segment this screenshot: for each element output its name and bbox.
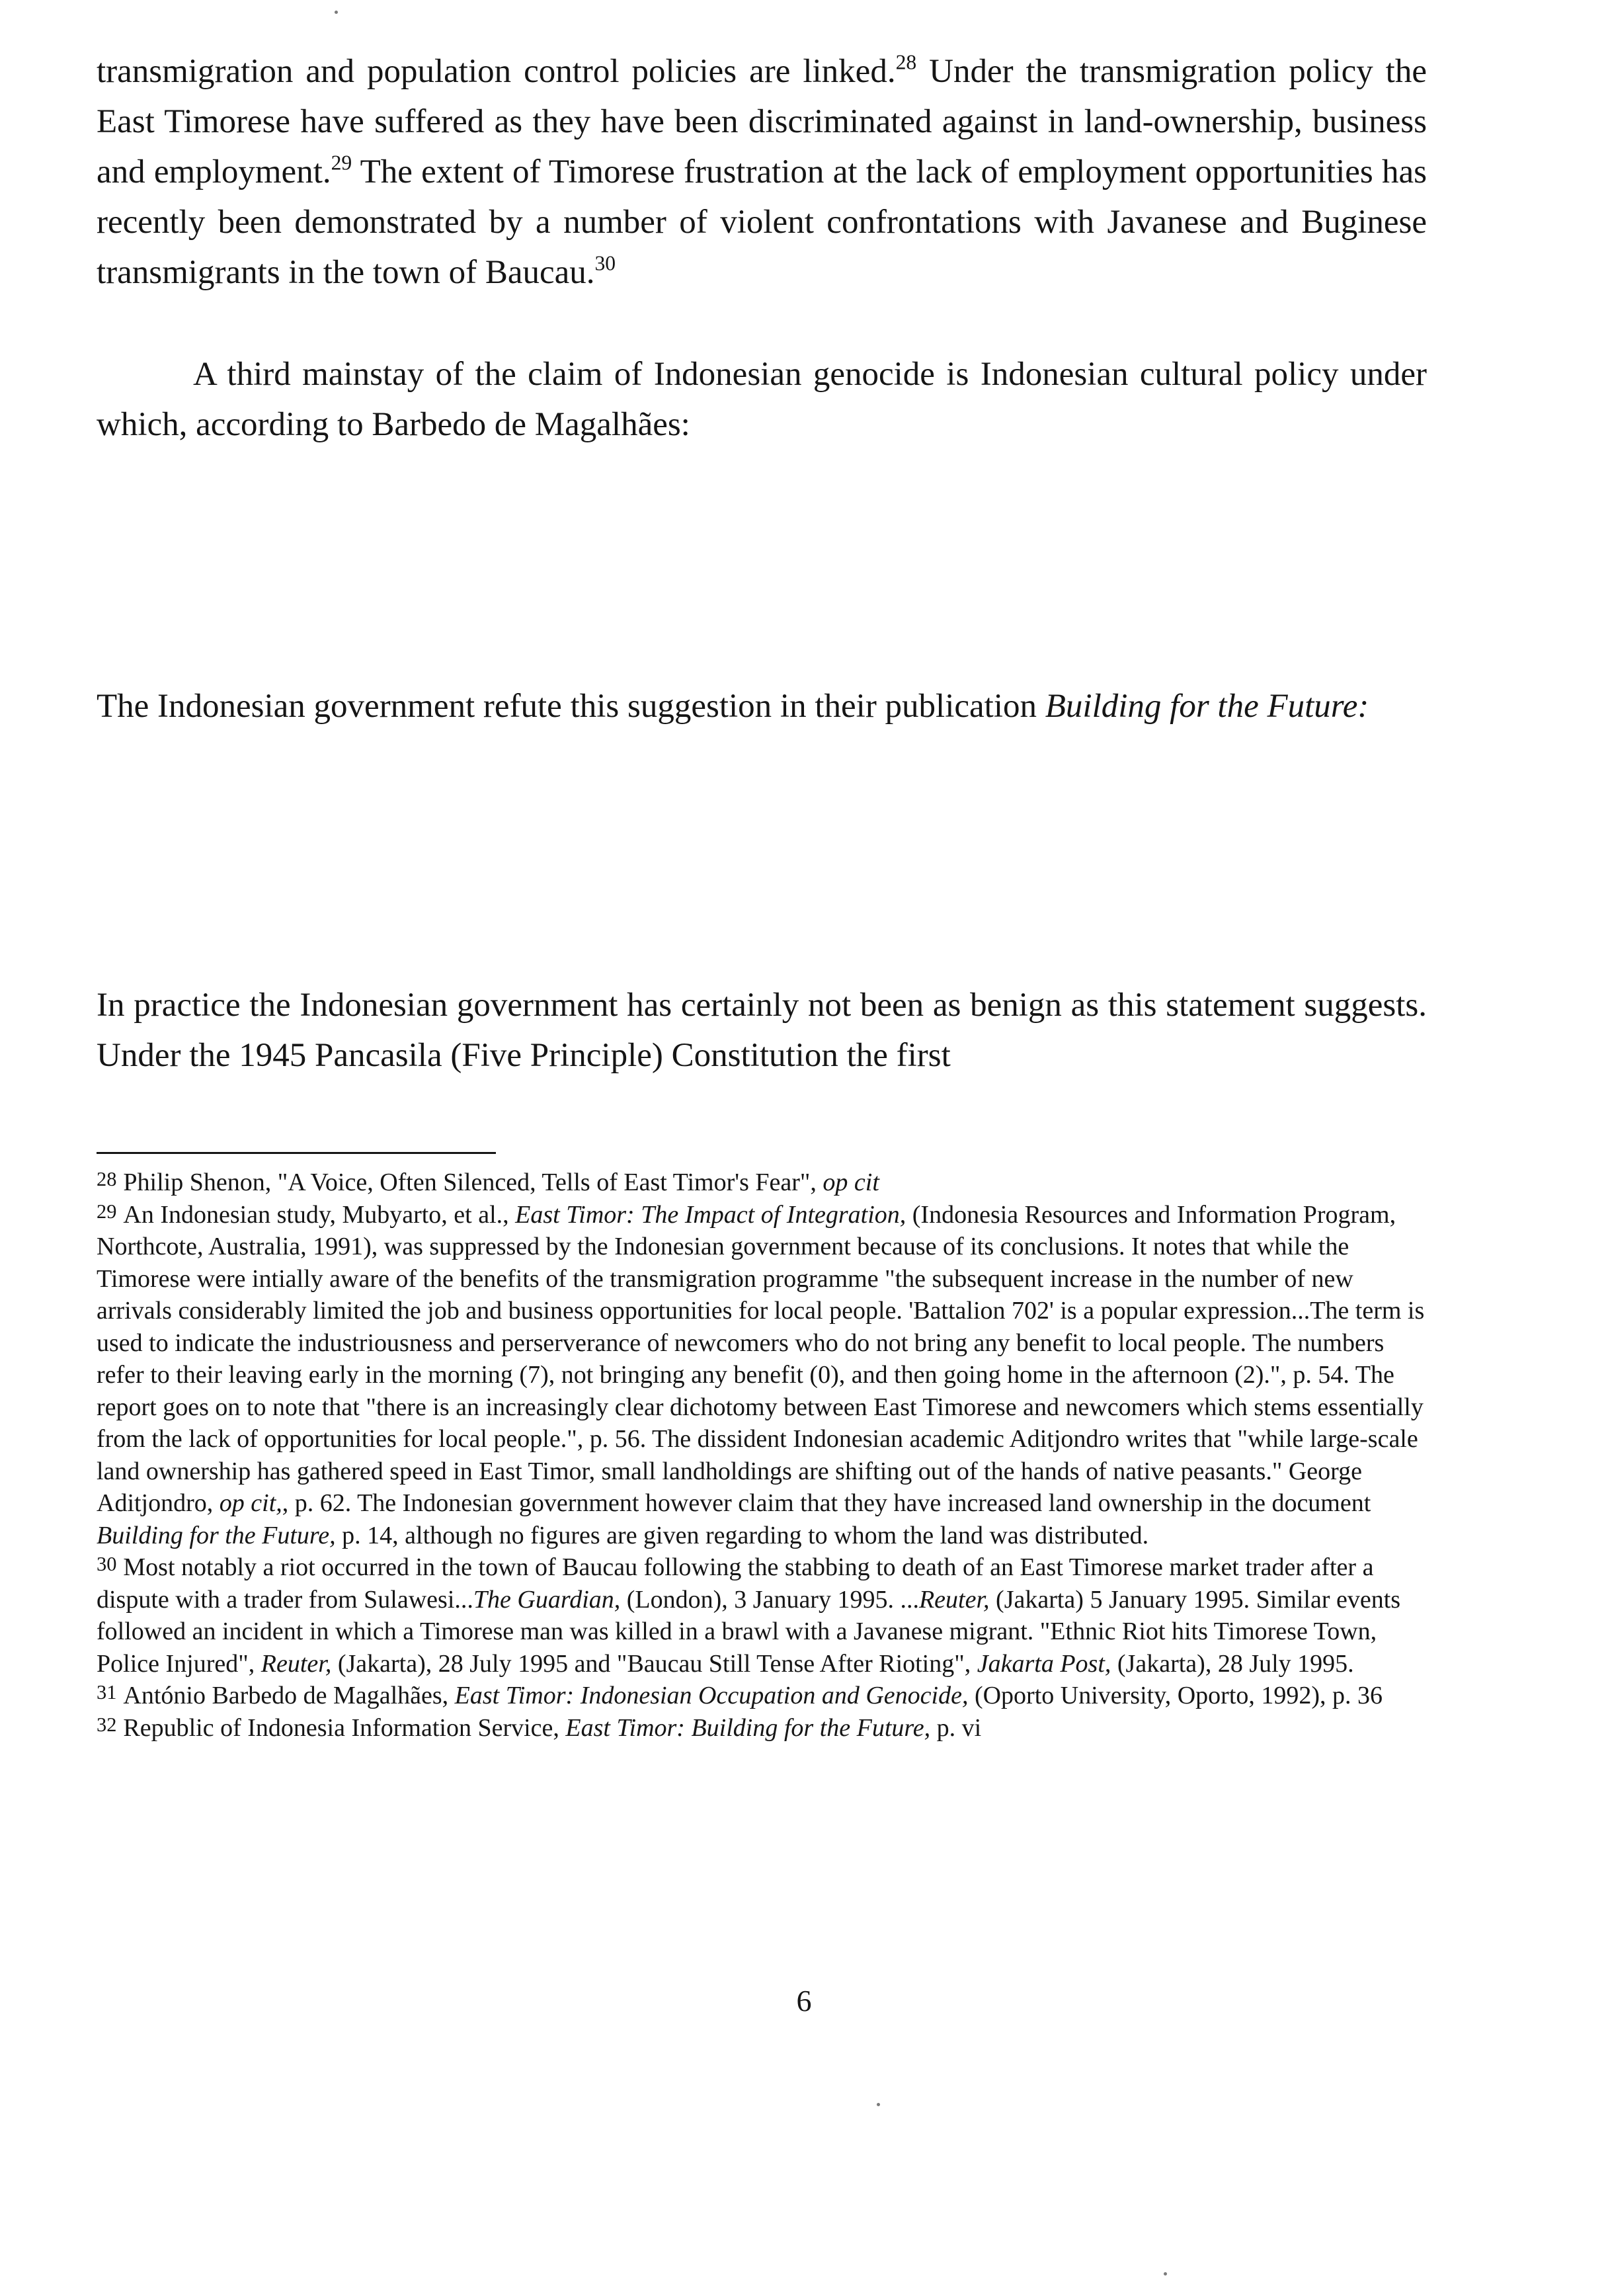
footnote-text: Republic of Indonesia Information Service, (123, 1713, 566, 1742)
footnote-number: 28 (97, 1168, 117, 1191)
scan-speck (1164, 2272, 1167, 2276)
footnote-text: (Jakarta) 5 January 1995. Similar events followed an incident in which a Timorese man was killed in a brawl with a Javanese migrant. "Ethnic Riot hits Timorese Town, Police Injured", (97, 1585, 1401, 1678)
footnote-text: (London), 3 January 1995. ... (620, 1585, 919, 1614)
footnote-28 (97, 1167, 1429, 1199)
footnote-number: 29 (97, 1200, 117, 1223)
scan-speck (877, 2103, 880, 2106)
page-number: 6 (796, 1984, 812, 2018)
body-text: The Indonesian government refute this suggestion in their publication (97, 688, 1045, 725)
body-paragraph-4: In practice the Indonesian government has certainly not been as benign as this statement suggests. Under the 1945 Pancasila (Five Principle) Constitution the first (97, 987, 1427, 1074)
footnote-number: 30 (97, 1553, 117, 1576)
body-text: The extent of Timorese frustration at the lack of employment opportunities has recently been demonstrated by a number of violent confrontations with Javanese and Buginese transmigrants in the town of Baucau. (97, 153, 1427, 291)
footnote-text: (Oporto University, Oporto, 1992), p. 36 (968, 1682, 1383, 1709)
footnote-italic-text: Jakarta Post, (977, 1649, 1111, 1678)
footnote-italic-text: Building for the Future, (97, 1521, 336, 1549)
footnote-text: António Barbedo de Magalhães, (123, 1682, 455, 1709)
footnote-30 (97, 1551, 1429, 1680)
footnote-text: An Indonesian study, Mubyarto, et al., (123, 1200, 516, 1229)
footnote-italic-text: op cit (823, 1168, 879, 1196)
footnote-divider (97, 1152, 496, 1154)
footnote-text: p. vi (930, 1713, 982, 1742)
footnote-text: (Jakarta), 28 July 1995. (1111, 1649, 1354, 1678)
footnote-ref-29[interactable]: 29 (331, 151, 352, 175)
footnote-text: Philip Shenon, "A Voice, Often Silenced, Tells of East Timor's Fear", (123, 1168, 823, 1196)
footnote-32 (97, 1712, 1429, 1744)
publication-title: Building for the Future: (1045, 688, 1369, 725)
body-paragraph-3 (97, 681, 1427, 731)
body-text: Under the transmigration policy the East Timorese have suffered as they have been discriminated against in land-ownership, business and employment. (97, 53, 1427, 190)
footnote-italic-text: Reuter, (918, 1585, 990, 1614)
body-paragraph-1 (97, 46, 1427, 298)
footnote-italic-text: op cit, (219, 1489, 282, 1517)
footnote-number: 31 (97, 1681, 117, 1704)
footnote-ref-28[interactable]: 28 (895, 50, 917, 74)
footnote-number: 32 (97, 1713, 117, 1736)
footnote-text: , p. 62. The Indonesian government however claim that they have increased land ownership in the document (282, 1489, 1371, 1517)
footnote-text: (Jakarta), 28 July 1995 and "Baucau Still Tense After Rioting", (331, 1649, 977, 1678)
footnote-italic-text: East Timor: Building for the Future, (565, 1713, 931, 1742)
body-paragraph-2: A third mainstay of the claim of Indonesian genocide is Indonesian cultural policy under which, according to Barbedo de Magalhães: (97, 356, 1427, 443)
footnote-italic-text: East Timor: Indonesian Occupation and Genocide, (454, 1682, 969, 1709)
footnote-italic-text: Reuter, (261, 1649, 332, 1678)
footnote-italic-text: The Guardian, (473, 1585, 621, 1614)
footnote-text: (Indonesia Resources and Information Program, Northcote, Australia, 1991), was suppressed by the Indonesian government because of its conclusions. It notes that while the Timorese were intially aware of the benefits of the transmigration programme "the subsequent increase in the number of new arrivals considerably limited the job and business opportunities for local people. 'Battalion 702' is a popular expression...The term is used to indicate the industriousness and perserverance of newcomers who do not bring any benefit to local people. The numbers refer to their leaving early in the morning (7), not bringing any benefit (0), and then going home in the afternoon (2).", p. 54. The report goes on to note that "there is an increasingly clear dichotomy between East Timorese and newcomers which stems essentially from the lack of opportunities for local people.", p. 56. The dissident Indonesian academic Aditjondro writes that "while large-scale land ownership has gathered speed in East Timor, small landholdings are shifting out of the hands of native peasants." George Aditjondro, (97, 1200, 1425, 1517)
footnote-italic-text: East Timor: The Impact of Integration, (515, 1200, 906, 1229)
footnotes-list (97, 1167, 1429, 1744)
body-text: transmigration and population control policies are linked. (97, 53, 896, 90)
footnote-ref-30[interactable]: 30 (594, 251, 616, 275)
footnote-text: p. 14, although no figures are given regarding to whom the land was distributed. (335, 1521, 1149, 1549)
footnote-text: Most notably a riot occurred in the town of Baucau following the stabbing to death of an East Timorese market trader after a dispute with a trader from Sulawesi... (97, 1553, 1374, 1614)
footnote-29 (97, 1199, 1429, 1552)
footnote-31 (97, 1680, 1429, 1712)
scan-speck (335, 11, 338, 14)
